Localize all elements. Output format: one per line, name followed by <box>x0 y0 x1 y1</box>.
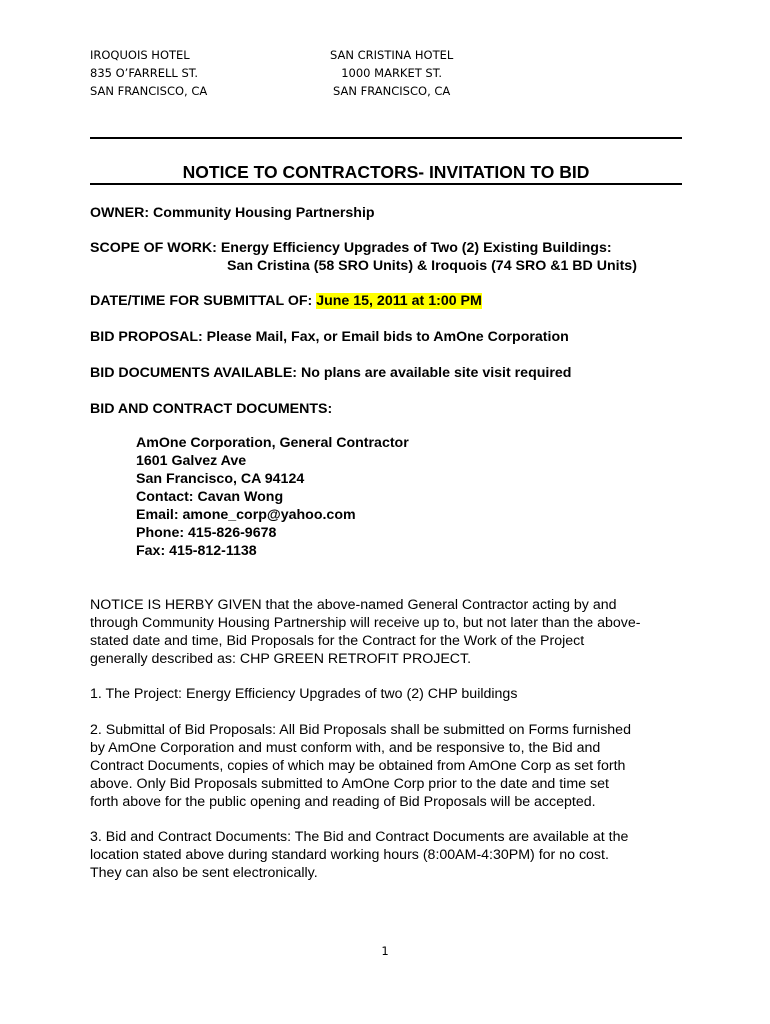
address-line: IROQUOIS HOTEL <box>90 48 190 62</box>
submittal-label: DATE/TIME FOR SUBMITTAL OF: <box>90 293 313 309</box>
san-cristina-hotel-address <box>330 46 453 100</box>
item-1-paragraph <box>90 685 690 703</box>
paragraph-line: generally described as: CHP GREEN RETROFIT PROJECT. <box>90 651 472 667</box>
address-line: SAN FRANCISCO, CA <box>333 84 451 98</box>
contact-line: AmOne Corporation, General Contractor <box>136 435 409 451</box>
bid-documents-available-line: BID DOCUMENTS AVAILABLE: No plans are available site visit required <box>90 365 572 381</box>
address-line: SAN CRISTINA HOTEL <box>330 48 454 62</box>
contact-phone: Phone: 415-826-9678 <box>136 525 277 541</box>
page-number: 1 <box>381 944 389 958</box>
paragraph-line: 3. Bid and Contract Documents: The Bid and Contract Documents are available at the <box>90 829 629 845</box>
address-line: 835 O’FARRELL ST. <box>90 66 199 80</box>
paragraph-line: by AmOne Corporation and must conform with, and be responsive to, the Bid and <box>90 740 601 756</box>
submittal-line <box>90 292 482 310</box>
contact-line: Contact: Cavan Wong <box>136 489 284 505</box>
paragraph-line: NOTICE IS HERBY GIVEN that the above-named General Contractor acting by and <box>90 597 617 613</box>
paragraph-line: forth above for the public opening and reading of Bid Proposals will be accepted. <box>90 794 596 810</box>
paragraph-line: above. Only Bid Proposals submitted to AmOne Corp prior to the date and time set <box>90 776 609 792</box>
contact-fax: Fax: 415-812-1138 <box>136 543 257 559</box>
item-2-paragraph <box>90 721 690 811</box>
paragraph-line: 1. The Project: Energy Efficiency Upgrades of two (2) CHP buildings <box>90 686 518 702</box>
paragraph-line: Contract Documents, copies of which may be obtained from AmOne Corp as set forth <box>90 758 626 774</box>
paragraph-line: 2. Submittal of Bid Proposals: All Bid Proposals shall be submitted on Forms furnished <box>90 722 631 738</box>
contact-line: San Francisco, CA 94124 <box>136 471 305 487</box>
bid-contract-heading: BID AND CONTRACT DOCUMENTS: <box>90 401 333 417</box>
paragraph-line: They can also be sent electronically. <box>90 865 318 881</box>
paragraph-line: stated date and time, Bid Proposals for the Contract for the Work of the Project <box>90 633 585 649</box>
top-divider <box>90 137 682 139</box>
contact-line: 1601 Galvez Ave <box>136 453 247 469</box>
bottom-divider <box>90 183 682 185</box>
contractor-contact-block <box>136 434 409 560</box>
scope-line-1: SCOPE OF WORK: Energy Efficiency Upgrades of Two (2) Existing Buildings: <box>90 240 612 256</box>
owner-line: OWNER: Community Housing Partnership <box>90 205 375 221</box>
address-line: SAN FRANCISCO, CA <box>90 84 208 98</box>
paragraph-line: location stated above during standard working hours (8:00AM-4:30PM) for no cost. <box>90 847 609 863</box>
iroquois-hotel-address <box>90 46 207 100</box>
scope-line-2: San Cristina (58 SRO Units) & Iroquois (74 SRO &1 BD Units) <box>227 258 637 274</box>
bid-proposal-line: BID PROPOSAL: Please Mail, Fax, or Email bids to AmOne Corporation <box>90 329 569 345</box>
submittal-date-highlight: June 15, 2011 at 1:00 PM <box>316 293 482 309</box>
document-title: NOTICE TO CONTRACTORS- INVITATION TO BID <box>182 162 590 182</box>
address-line: 1000 MARKET ST. <box>341 66 443 80</box>
item-3-paragraph <box>90 828 690 882</box>
notice-paragraph <box>90 596 690 668</box>
contact-email: Email: amone_corp@yahoo.com <box>136 507 356 523</box>
paragraph-line: through Community Housing Partnership will receive up to, but not later than the above- <box>90 615 641 631</box>
